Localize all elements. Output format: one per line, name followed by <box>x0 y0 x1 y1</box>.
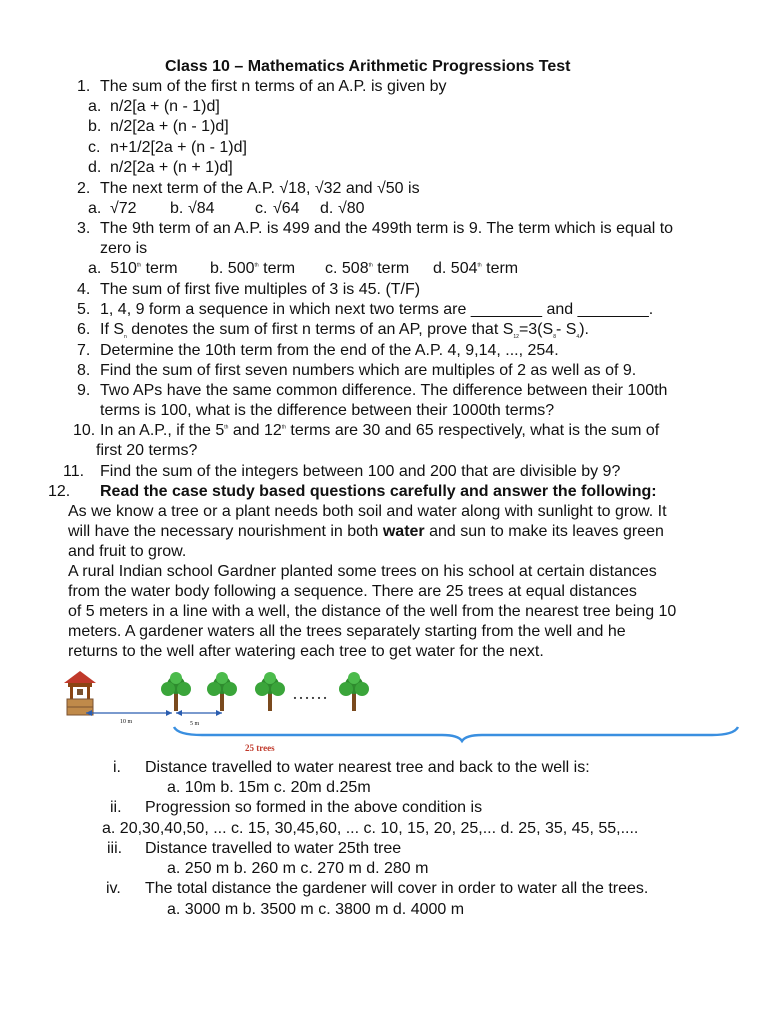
q3-text: zero is <box>100 240 148 257</box>
q6-text <box>100 320 589 340</box>
q10-superscript: th <box>281 424 286 431</box>
q3-option-unit: term <box>377 260 410 277</box>
q3-option-suffix: th <box>477 262 482 269</box>
q3-options <box>325 259 409 279</box>
q3-option-suffix: th <box>136 262 142 269</box>
q10-superscript: th <box>224 424 229 431</box>
q9-number: 9. <box>77 382 91 399</box>
q6-subscript: n <box>124 334 127 341</box>
brace <box>174 727 738 741</box>
q6-part: =3(S <box>518 321 554 338</box>
q1-option-label: c. <box>88 139 101 156</box>
q12-part: and sun to make its leaves green <box>424 523 664 540</box>
q3-option-value: 504 <box>450 260 478 277</box>
q2-option-label: a. <box>88 200 102 217</box>
tree-icon <box>255 672 285 711</box>
q1-option-text: n/2[a + (n - 1)d] <box>110 98 220 115</box>
q6-number: 6. <box>77 321 91 338</box>
q11-number: 11. <box>63 463 85 480</box>
q2-option-label: b. <box>170 200 184 217</box>
q12-paragraph-line: and fruit to grow. <box>68 543 187 560</box>
q8-text: Find the sum of first seven numbers which are multiples of 2 as well as of 9. <box>100 362 637 379</box>
q7-number: 7. <box>77 342 91 359</box>
q3-option-value: 508 <box>341 260 369 277</box>
q12-paragraph-line: from the water body following a sequence. There are 25 trees at equal distances <box>68 583 637 600</box>
q2-option-label: c. <box>255 200 268 217</box>
q4-text: The sum of first five multiples of 3 is 45. (T/F) <box>100 281 421 298</box>
q9-text: terms is 100, what is the difference between their 1000th terms? <box>100 402 555 419</box>
q3-option-value: 510 <box>110 260 137 277</box>
q2-option-text: √64 <box>273 200 300 217</box>
sub-i-text: Distance travelled to water nearest tree and back to the well is: <box>145 759 590 776</box>
q11-text: Find the sum of the integers between 100 and 200 that are divisible by 9? <box>100 463 621 480</box>
q10-part: terms are 30 and 65 respectively, what is the sum of <box>285 422 660 439</box>
q1-text: The sum of the first n terms of an A.P. is given by <box>100 78 447 95</box>
q12-paragraph-line: of 5 meters in a line with a well, the distance of the well from the nearest tree being 10 <box>68 603 677 620</box>
q3-option-unit: term <box>263 260 296 277</box>
q6-subscript: 12 <box>513 334 519 341</box>
sub-ii-options: a. 20,30,40,50, ... c. 15, 30,45,60, ... c. 10, 15, 20, 25,... d. 25, 35, 45, 55,.... <box>102 820 639 837</box>
q3-number: 3. <box>77 220 91 237</box>
q3-option-label: c. <box>325 260 338 277</box>
q1-number: 1. <box>77 78 91 95</box>
q5-number: 5. <box>77 301 91 318</box>
q6-subscript: 4 <box>576 334 580 341</box>
q1-option-label: a. <box>88 98 102 115</box>
well-trees-figure <box>62 665 762 765</box>
q3-option-value: 500 <box>227 260 255 277</box>
q3-option-label: b. <box>210 260 224 277</box>
q12-paragraph-line: returns to the well after watering each tree to get water for the next. <box>68 643 544 660</box>
tree-icon <box>161 672 191 711</box>
q2-option-text: √80 <box>338 200 365 217</box>
q3-option-unit: term <box>145 260 178 277</box>
q1-option-label: d. <box>88 159 102 176</box>
q12-bold-word: water <box>382 523 425 540</box>
q1-option-text: n/2[2a + (n + 1)d] <box>110 159 233 176</box>
q6-part: If S <box>100 321 125 338</box>
q10-text: first 20 terms? <box>96 442 198 459</box>
q10-text <box>100 421 659 441</box>
q6-subscript: 8 <box>553 334 556 341</box>
q6-part: - S <box>555 321 577 338</box>
sub-iii-text: Distance travelled to water 25th tree <box>145 840 402 857</box>
sub-ii-text: Progression so formed in the above condition is <box>145 799 483 816</box>
q12-number: 12. <box>48 483 71 500</box>
tree-icon <box>339 672 369 711</box>
label-5m: 5 m <box>190 721 200 727</box>
q1-option-text: n+1/2[2a + (n - 1)d] <box>110 139 247 156</box>
q3-option-label: a. <box>88 260 102 277</box>
q8-number: 8. <box>77 362 91 379</box>
label-25-trees: 25 trees <box>245 743 275 753</box>
page-title: Class 10 – Mathematics Arithmetic Progressions Test <box>165 58 571 75</box>
q2-option-text: √84 <box>188 200 215 217</box>
q12-paragraph-line: meters. A gardener waters all the trees separately starting from the well and he <box>68 623 626 640</box>
well-icon <box>64 671 96 715</box>
q2-option-label: d. <box>320 200 334 217</box>
sub-ii-number: ii. <box>110 799 122 816</box>
q12-paragraph-line <box>68 522 664 542</box>
q12-paragraph-line: A rural Indian school Gardner planted some trees on his school at certain distances <box>68 563 657 580</box>
sub-iv-text: The total distance the gardener will cover in order to water all the trees. <box>145 880 649 897</box>
q2-text: The next term of the A.P. √18, √32 and √50 is <box>100 180 420 197</box>
q3-option-suffix: th <box>368 262 373 269</box>
q3-options <box>433 259 518 279</box>
q3-option-unit: term <box>486 260 519 277</box>
q3-options <box>210 259 295 279</box>
tree-icon <box>207 672 237 711</box>
q9-text: Two APs have the same common difference. The difference between their 100th <box>100 382 668 399</box>
q2-option-text: √72 <box>110 200 137 217</box>
sub-iii-number: iii. <box>107 840 123 857</box>
q2-number: 2. <box>77 180 91 197</box>
q10-part: In an A.P., if the 5 <box>100 422 225 439</box>
q7-text: Determine the 10th term from the end of the A.P. 4, 9,14, ..., 254. <box>100 342 559 359</box>
ellipsis-dots: …… <box>292 683 328 703</box>
q1-option-label: b. <box>88 118 102 135</box>
q4-number: 4. <box>77 281 91 298</box>
q10-number: 10. <box>73 422 96 439</box>
q3-option-label: d. <box>433 260 447 277</box>
sub-iii-options: a. 250 m b. 260 m c. 270 m d. 280 m <box>167 860 429 877</box>
q3-options <box>88 259 178 279</box>
label-10m: 10 m <box>120 719 133 725</box>
sub-iv-number: iv. <box>106 880 121 897</box>
sub-iv-options: a. 3000 m b. 3500 m c. 3800 m d. 4000 m <box>167 901 465 918</box>
q12-paragraph-line: As we know a tree or a plant needs both soil and water along with sunlight to grow. It <box>68 503 667 520</box>
q12-heading: Read the case study based questions carefully and answer the following: <box>100 483 657 500</box>
q3-text: The 9th term of an A.P. is 499 and the 499th term is 9. The term which is equal to <box>100 220 674 237</box>
q5-text: 1, 4, 9 form a sequence in which next two terms are ________ and ________. <box>100 301 654 318</box>
q12-part: will have the necessary nourishment in both <box>68 523 383 540</box>
q10-part: and 12 <box>228 422 282 439</box>
sub-i-options: a. 10m b. 15m c. 20m d.25m <box>167 779 371 796</box>
q6-part: ). <box>579 321 589 338</box>
q6-part: denotes the sum of first n terms of an AP, prove that S <box>126 321 514 338</box>
q1-option-text: n/2[2a + (n - 1)d] <box>110 118 229 135</box>
sub-i-number: i. <box>113 759 121 776</box>
q3-option-suffix: th <box>254 262 259 269</box>
